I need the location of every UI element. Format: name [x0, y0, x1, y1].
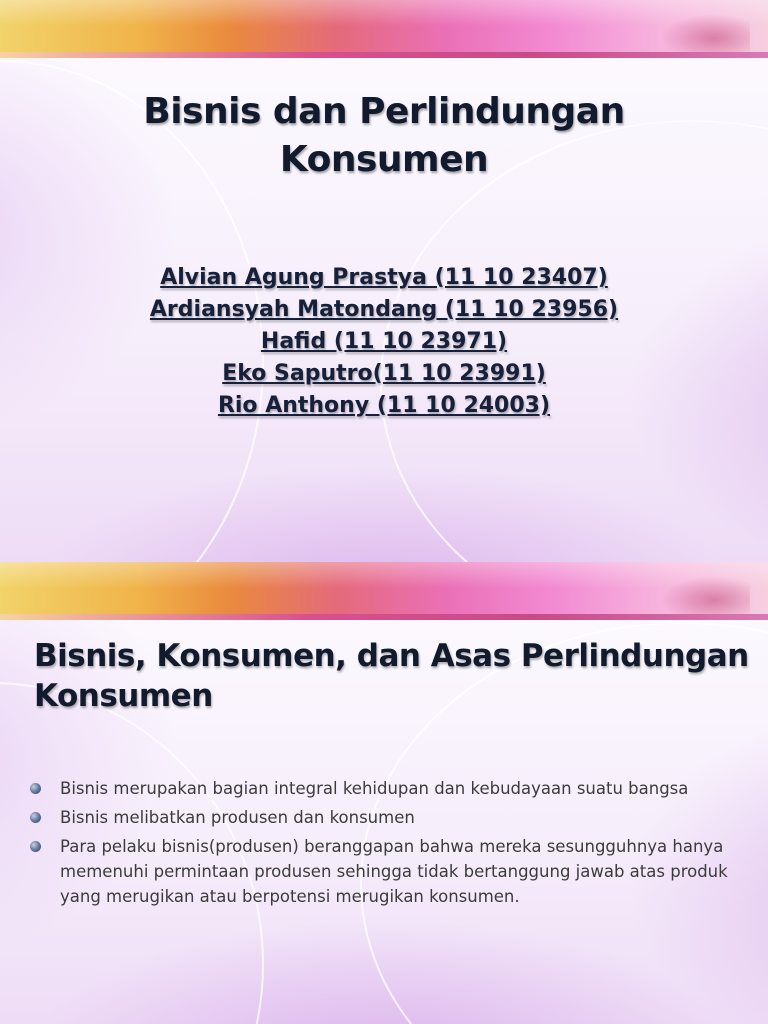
header-band: [0, 562, 768, 620]
author-item: Alvian Agung Prastya (11 10 23407): [160, 265, 608, 290]
author-item: Eko Saputro(11 10 23991): [222, 361, 546, 386]
bullet-text: Bisnis melibatkan produsen dan konsumen: [60, 808, 415, 827]
author-list: [0, 262, 768, 422]
content-slide: [0, 562, 768, 1024]
flower-decoration: [660, 14, 750, 54]
slide-title: [34, 636, 754, 716]
slide-title-line: Bisnis, Konsumen, dan Asas Perlindungan: [34, 638, 749, 674]
slide-title: [0, 88, 768, 184]
bullet-item: [30, 776, 730, 801]
author-item: Rio Anthony (11 10 24003): [217, 393, 551, 418]
slide-title-line: Konsumen: [279, 139, 489, 180]
bullet-list: [30, 776, 730, 913]
flower-decoration: [660, 576, 750, 616]
header-band-shine: [0, 0, 768, 26]
header-band: [0, 0, 768, 58]
author-item: Hafid (11 10 23971): [260, 329, 508, 354]
bullet-dot-icon: [30, 841, 41, 852]
author-item: Ardiansyah Matondang (11 10 23956): [149, 297, 619, 322]
bullet-dot-icon: [30, 783, 41, 794]
bullet-text: Para pelaku bisnis(produsen) beranggapan bahwa mereka sesungguhnya hanya memenuhi permintaan produsen sehingga tidak bertanggung jawab atas produk yang merugikan atau berpotensi merugikan konsumen.: [60, 837, 728, 906]
bullet-dot-icon: [30, 812, 41, 823]
bullet-item: [30, 805, 730, 830]
header-band-shine: [0, 562, 768, 588]
bullet-text: Bisnis merupakan bagian integral kehidupan dan kebudayaan suatu bangsa: [60, 779, 689, 798]
slide-title-line: Bisnis dan Perlindungan: [143, 91, 625, 132]
slide-title-line: Konsumen: [34, 678, 213, 714]
bullet-item: [30, 834, 730, 909]
